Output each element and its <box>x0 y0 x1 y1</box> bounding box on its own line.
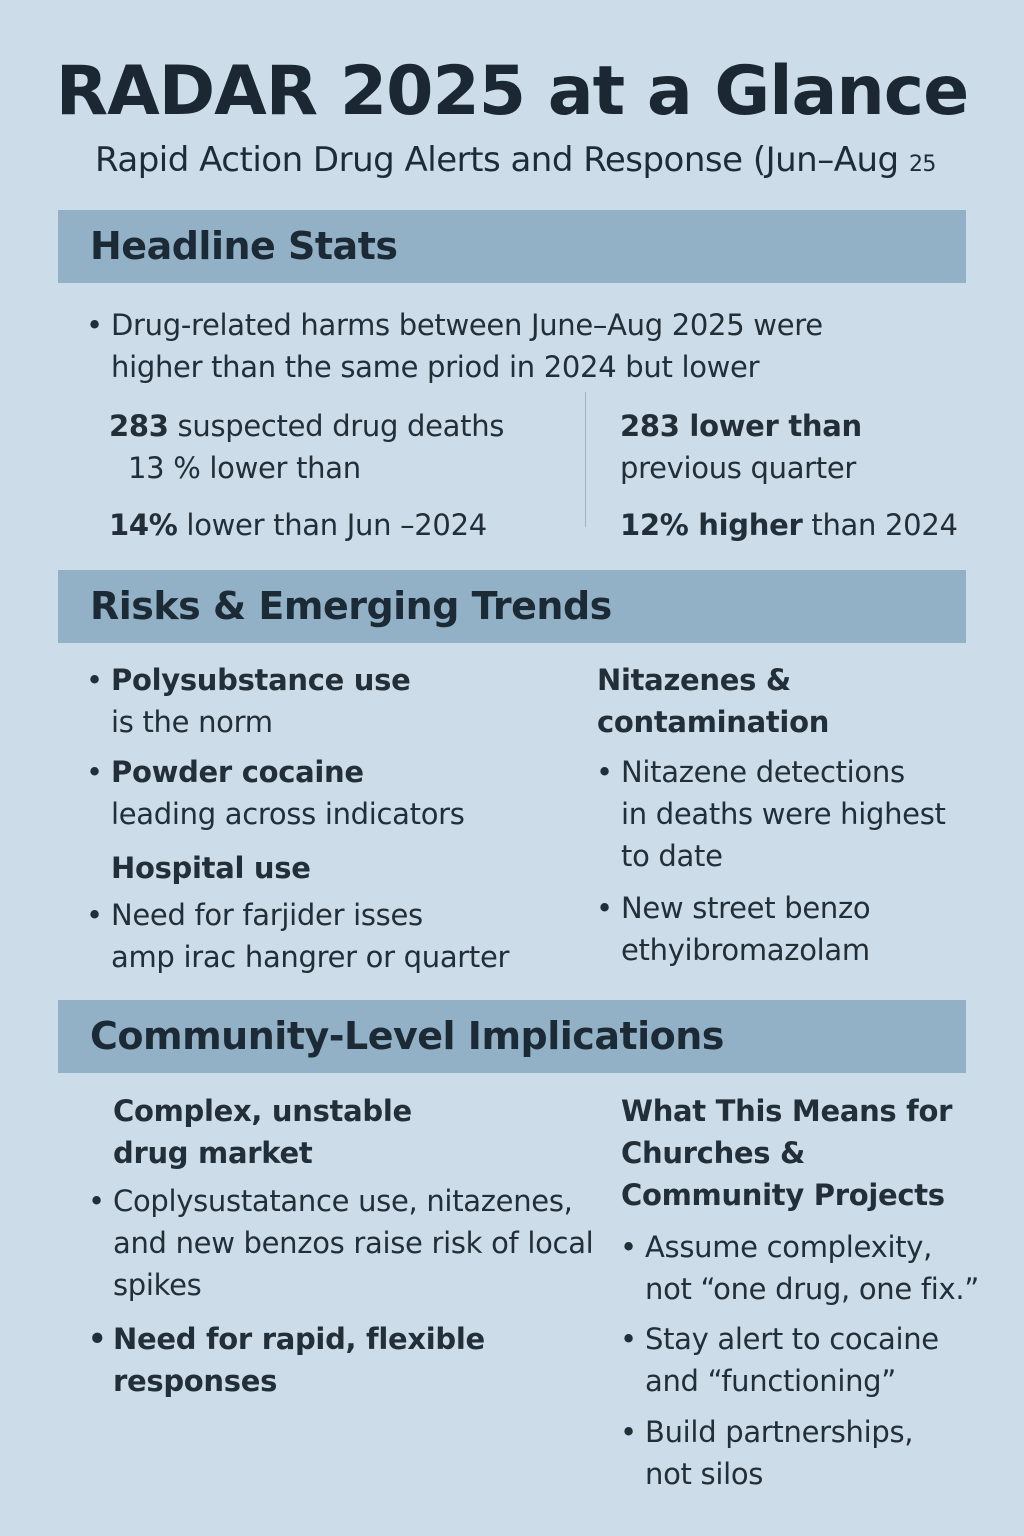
risk-item-benzo-line2: ethyibromazolam <box>621 933 870 967</box>
community-item-rapid-line1: • Need for rapid, flexible <box>113 1322 485 1356</box>
risk-item-nitazene-line1: • Nitazene detections <box>621 755 905 789</box>
risk-heading-nitazenes-line1: Nitazenes & <box>597 663 791 697</box>
community-item-partnerships-line2: not silos <box>645 1457 764 1491</box>
risk-item-benzo-line1: • New street benzo <box>621 891 871 925</box>
community-item-partnerships-line1: • Build partnerships, <box>645 1415 914 1449</box>
community-heading-churches-line2: Churches & <box>621 1136 806 1170</box>
section-title-headline: Headline Stats <box>90 224 398 268</box>
community-item-rapid-line2: responses <box>113 1364 278 1398</box>
risk-heading-nitazenes <box>597 659 829 743</box>
community-item-alert-line2: and “functioning” <box>645 1364 897 1398</box>
risk-item-cocaine-bold: • Powder cocaine <box>111 755 364 789</box>
community-heading-market-line2: drug market <box>113 1136 313 1170</box>
community-item-risk-line1: • Coplysustatance use, nitazenes, <box>113 1184 573 1218</box>
stat-higher-bold: 12% higher <box>620 508 803 542</box>
risk-item-benzo <box>621 887 870 971</box>
stat-lower-number: 14% <box>109 508 178 542</box>
headline-intro-line1: • Drug-related harms between June–Aug 2025 were <box>111 308 823 342</box>
community-heading-market <box>113 1090 412 1174</box>
risk-item-nitazene-line2: in deaths were highest <box>621 797 946 831</box>
section-title-risks: Risks & Emerging Trends <box>90 584 612 628</box>
community-item-partnerships <box>645 1411 913 1495</box>
headline-divider <box>585 392 586 527</box>
community-item-complexity-line1: • Assume complexity, <box>645 1230 933 1264</box>
subtitle-small: 25 <box>908 152 936 177</box>
headline-right-stat1: 283 lower than <box>620 409 862 443</box>
community-item-risk-line3: spikes <box>113 1268 202 1302</box>
headline-stat-deaths-line2: 13 % lower than <box>128 451 361 485</box>
page-subtitle <box>95 138 936 187</box>
community-item-rapid <box>113 1318 485 1402</box>
community-item-complexity <box>645 1226 979 1310</box>
community-heading-churches-line3: Community Projects <box>621 1178 945 1212</box>
stat-deaths-number: 283 <box>109 409 169 443</box>
stat-higher-text: than 2024 <box>802 508 958 542</box>
risk-item-hospital-line2: amp irac hangrer or quarter <box>111 940 510 974</box>
risk-item-polysubstance-bold: • Polysubstance use <box>111 663 411 697</box>
headline-intro-line2: higher than the same priod in 2024 but lower <box>111 350 760 384</box>
headline-right-stat2 <box>620 504 958 546</box>
stat-deaths-text: suspected drug deaths <box>168 409 505 443</box>
headline-intro <box>111 304 823 388</box>
risk-item-nitazene-detections <box>621 751 946 877</box>
risk-item-cocaine <box>111 751 465 835</box>
community-heading-market-line1: Complex, unstable <box>113 1094 412 1128</box>
headline-stat-deaths <box>109 405 504 447</box>
risk-subheading-hospital: Hospital use <box>111 851 311 885</box>
risk-item-hospital <box>111 894 509 978</box>
page-title: RADAR 2025 at a Glance <box>55 52 969 131</box>
risk-item-hospital-line1: • Need for farjider isses <box>111 898 423 932</box>
community-item-alert-line1: • Stay alert to cocaine <box>645 1322 939 1356</box>
community-heading-churches <box>621 1090 952 1216</box>
headline-stat-lower <box>109 504 487 546</box>
community-item-complexity-line2: not “one drug, one fix.” <box>645 1272 980 1306</box>
risk-item-cocaine-text: leading across indicators <box>111 797 465 831</box>
risk-item-polysubstance <box>111 659 410 743</box>
risk-item-polysubstance-text: is the norm <box>111 705 273 739</box>
risk-item-nitazene-line3: to date <box>621 839 723 873</box>
risk-heading-nitazenes-line2: contamination <box>597 705 830 739</box>
community-item-alert <box>645 1318 939 1402</box>
section-title-community: Community-Level Implications <box>90 1014 724 1058</box>
community-item-risk <box>113 1180 593 1306</box>
subtitle-main: Rapid Action Drug Alerts and Response (Jun–Aug <box>95 140 909 180</box>
headline-right-stat1-line2: previous quarter <box>620 451 857 485</box>
community-item-risk-line2: and new benzos raise risk of local <box>113 1226 594 1260</box>
community-heading-churches-line1: What This Means for <box>621 1094 953 1128</box>
stat-lower-text: lower than Jun –2024 <box>177 508 487 542</box>
